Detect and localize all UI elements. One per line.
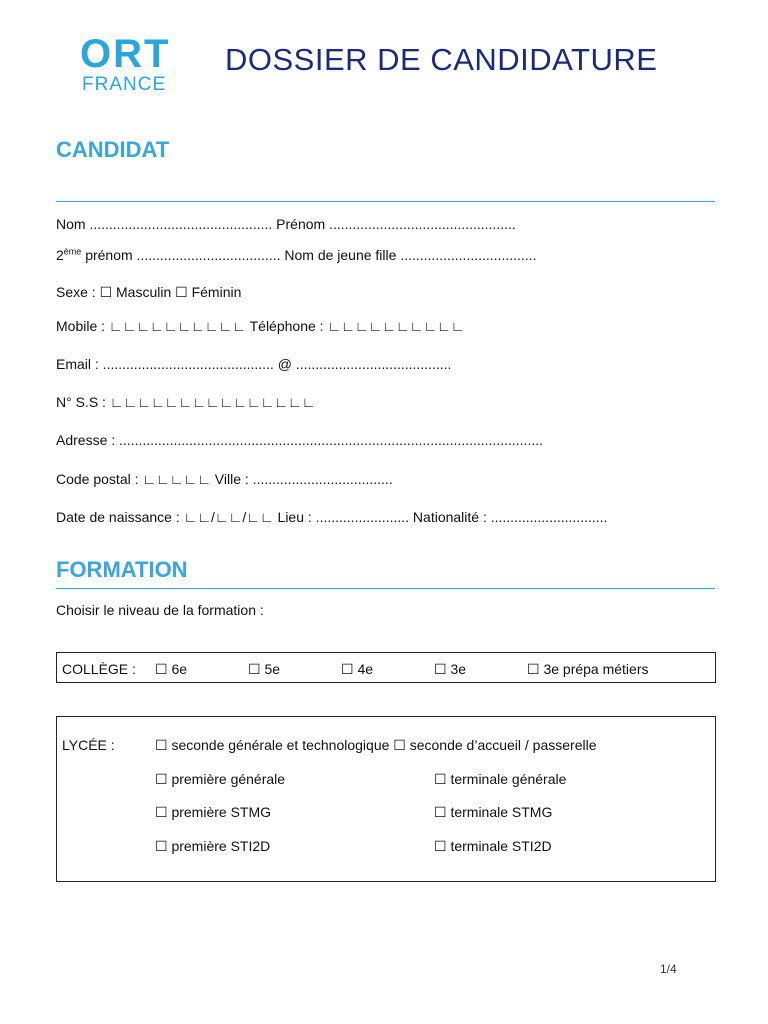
college-option-3e[interactable]: ☐ 3e — [434, 661, 467, 677]
lycee-option-premiere-stmg[interactable]: ☐ première STMG — [155, 804, 272, 820]
field-deuxieme-prenom[interactable] — [56, 246, 536, 264]
page-number: 1/4 — [660, 962, 677, 976]
lycee-option-premiere-sti2d[interactable]: ☐ première STI2D — [155, 838, 271, 854]
section-candidat-heading: CANDIDAT — [56, 137, 170, 162]
deuxieme-number: 2 — [56, 247, 64, 263]
lycee-label: LYCÉE : — [62, 737, 115, 753]
college-label: COLLÈGE : — [62, 661, 136, 677]
document-title: DOSSIER DE CANDIDATURE — [225, 42, 658, 77]
lycee-option-premiere-generale[interactable]: ☐ première générale — [155, 771, 286, 787]
field-email[interactable]: Email : ............................................ @ ........................................ — [56, 356, 452, 372]
logo-ort: ORT — [80, 32, 171, 76]
field-securite-sociale[interactable]: N° S.S : ∟∟∟∟∟∟∟∟∟∟∟∟∟∟∟ — [56, 394, 316, 410]
field-naissance-lieu-nationalite[interactable]: Date de naissance : ∟∟/∟∟/∟∟ Lieu : ........................ Nationalité : .............................. — [56, 509, 608, 525]
college-option-5e[interactable]: ☐ 5e — [248, 661, 281, 677]
field-mobile-telephone[interactable]: Mobile : ∟∟∟∟∟∟∟∟∟∟ Téléphone : ∟∟∟∟∟∟∟∟∟∟ — [56, 318, 465, 334]
lycee-option-terminale-stmg[interactable]: ☐ terminale STMG — [434, 804, 553, 820]
field-adresse[interactable]: Adresse : ............................................................................................................. — [56, 432, 543, 448]
deuxieme-superscript: ème — [63, 246, 82, 257]
section-formation-heading: FORMATION — [56, 557, 188, 582]
field-code-postal-ville[interactable]: Code postal : ∟∟∟∟∟ Ville : .................................... — [56, 471, 393, 487]
deuxieme-rest: prénom ..................................... Nom de jeune fille ................................... — [81, 247, 537, 263]
lycee-option-terminale-generale[interactable]: ☐ terminale générale — [434, 771, 567, 787]
logo-france: FRANCE — [82, 74, 167, 95]
lycee-option-seconde[interactable]: ☐ seconde générale et technologique ☐ seconde d’accueil / passerelle — [155, 737, 597, 753]
college-option-3e-prepa-metiers[interactable]: ☐ 3e prépa métiers — [527, 661, 649, 677]
formation-instruction: Choisir le niveau de la formation : — [56, 602, 264, 618]
college-option-4e[interactable]: ☐ 4e — [341, 661, 374, 677]
lycee-option-terminale-sti2d[interactable]: ☐ terminale STI2D — [434, 838, 552, 854]
candidat-divider — [56, 201, 715, 202]
college-option-6e[interactable]: ☐ 6e — [155, 661, 188, 677]
field-nom-prenom[interactable]: Nom ............................................... Prénom ................................................ — [56, 216, 516, 232]
field-sexe[interactable]: Sexe : ☐ Masculin ☐ Féminin — [56, 284, 242, 300]
formation-divider — [56, 588, 715, 589]
